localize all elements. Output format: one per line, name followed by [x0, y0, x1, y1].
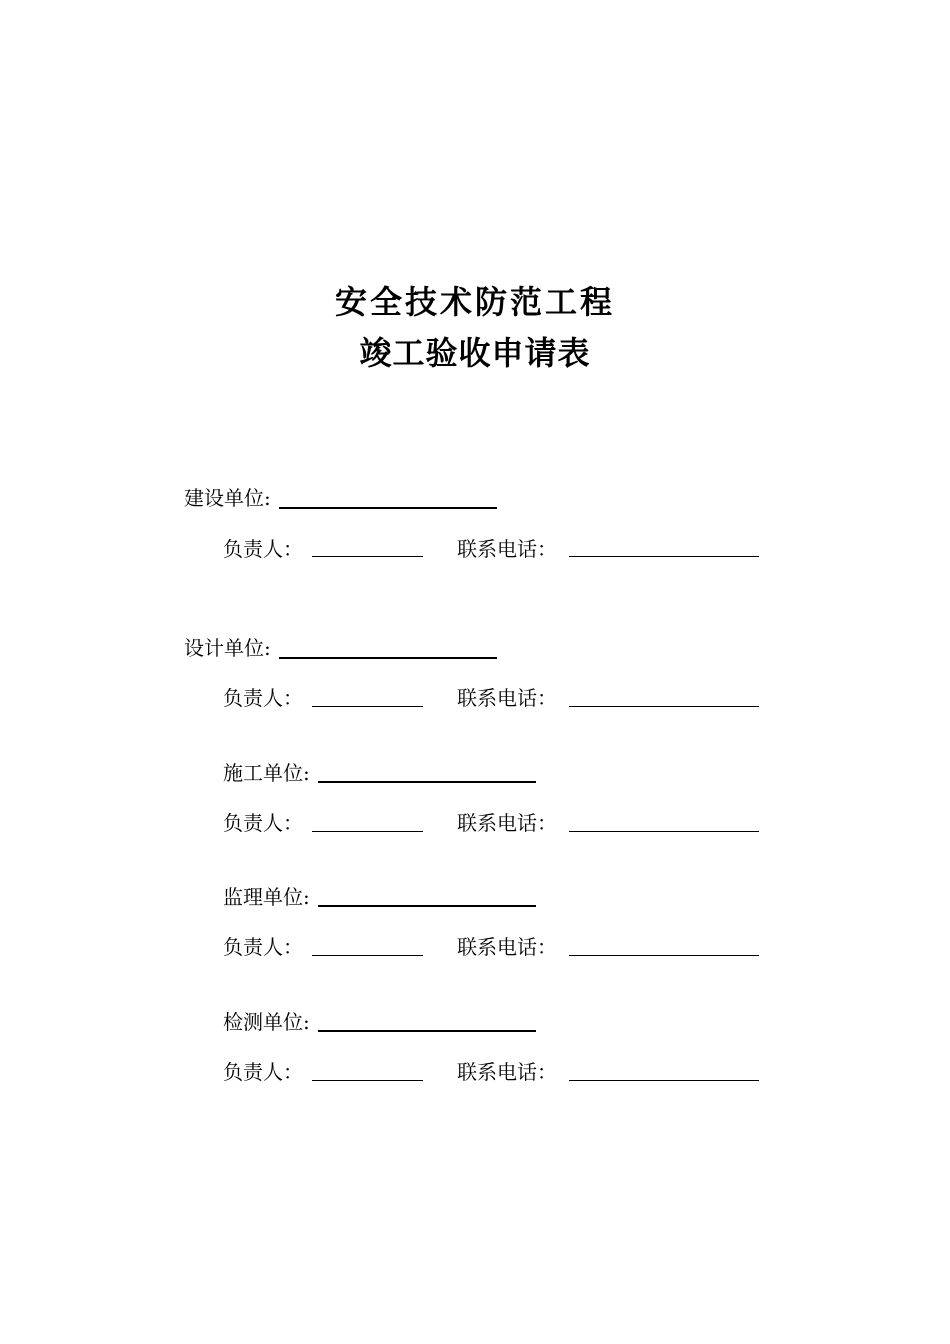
inspection-unit-field[interactable]: [318, 1030, 536, 1032]
contractor-phone-label: 联系电话：: [457, 811, 557, 835]
contractor-unit-field[interactable]: [318, 781, 536, 783]
supervision-unit-field[interactable]: [318, 905, 536, 907]
inspection-person-label: 负责人：: [223, 1060, 303, 1084]
design-person-label: 负责人：: [223, 686, 303, 710]
supervision-phone-field[interactable]: [569, 955, 759, 956]
design-phone-field[interactable]: [569, 706, 759, 707]
design-unit-field[interactable]: [279, 657, 497, 659]
supervision-person-label: 负责人：: [223, 935, 303, 959]
form-title-line-2: 竣工验收申请表: [359, 334, 591, 372]
construction-owner-phone-field[interactable]: [569, 556, 759, 557]
construction-owner-phone-label: 联系电话：: [457, 537, 557, 561]
construction-owner-unit-label: 建设单位:: [184, 486, 271, 510]
inspection-unit-label: 检测单位:: [223, 1010, 310, 1034]
inspection-phone-field[interactable]: [569, 1080, 759, 1081]
construction-owner-person-field[interactable]: [312, 556, 423, 557]
design-person-field[interactable]: [312, 706, 423, 707]
contractor-person-field[interactable]: [312, 831, 423, 832]
inspection-phone-label: 联系电话：: [457, 1060, 557, 1084]
supervision-person-field[interactable]: [312, 955, 423, 956]
design-phone-label: 联系电话：: [457, 686, 557, 710]
construction-owner-person-label: 负责人：: [223, 537, 303, 561]
supervision-unit-label: 监理单位:: [223, 885, 310, 909]
form-title-line-1: 安全技术防范工程: [334, 283, 615, 321]
construction-owner-unit-field[interactable]: [279, 507, 497, 509]
supervision-phone-label: 联系电话：: [457, 935, 557, 959]
contractor-phone-field[interactable]: [569, 831, 759, 832]
inspection-person-field[interactable]: [312, 1080, 423, 1081]
contractor-person-label: 负责人：: [223, 811, 303, 835]
design-unit-label: 设计单位:: [184, 636, 271, 660]
contractor-unit-label: 施工单位:: [223, 761, 310, 785]
